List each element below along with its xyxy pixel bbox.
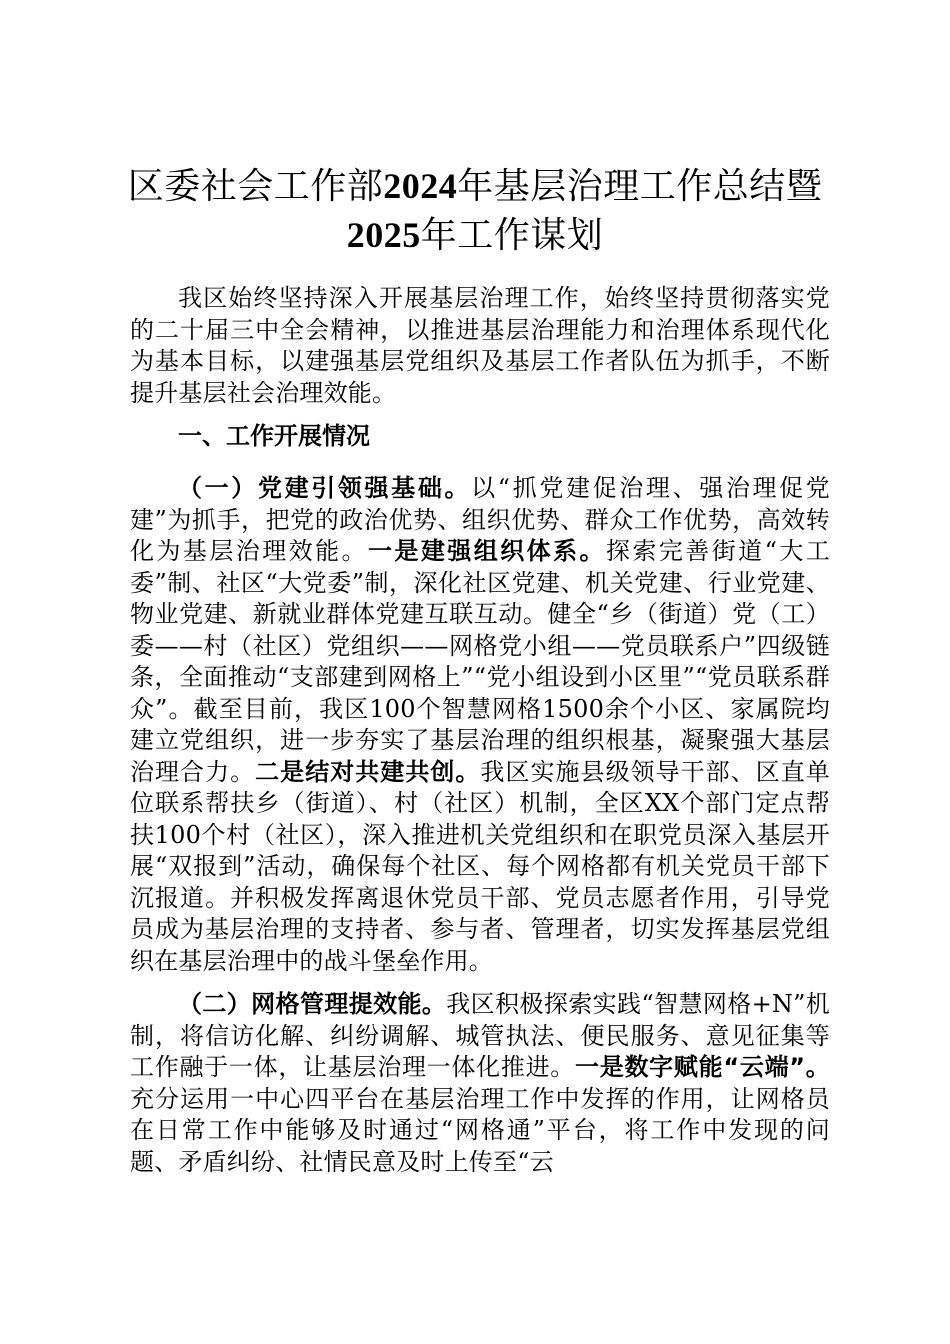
intro-paragraph: 我区始终坚持深入开展基层治理工作，始终坚持贯彻落实党的二十届三中全会精神，以推进基层治理能力和治理体系现代化为基本目标，以建强基层党组织及基层工作者队伍为抓手，不断提升基层社会治理效能。 xyxy=(130,284,830,407)
section2-sub1-text: 充分运用一中心四平台在基层治理工作中发挥的作用，让网格员在日常工作中能够及时通过“网格通”平台，将工作中发现的问题、矛盾纠纷、社情民意及时上传至“云 xyxy=(130,1084,830,1176)
section1-sub2-text: 我区实施县级领导干部、区直单位联系帮扶乡（街道）、村（社区）机制，全区XX个部门定点帮扶100个村（社区），深入推进机关党组织和在职党员深入基层开展“双报到”活动，确保每个社区、每个网格都有机关党员干部下沉报道。并积极发挥离退休党员干部、党员志愿者作用，引导党员成为基层治理的支持者、参与者、管理者，切实发挥基层党组织在基层治理中的战斗堡垒作用。 xyxy=(130,757,830,975)
section1-sub1-heading: 一是建强组织体系。 xyxy=(367,537,606,565)
title-part2: 年基层治理工作总结暨 xyxy=(457,166,823,207)
section2-heading: （二）网格管理提效能。 xyxy=(178,990,447,1018)
section2-sub1-heading: 一是数字赋能“云端”。 xyxy=(575,1053,830,1081)
title-part1: 区委社会工作部 xyxy=(127,166,384,207)
title-part3: 年工作谋划 xyxy=(420,215,604,256)
section2-paragraph xyxy=(130,989,830,1178)
section2-text1: 我区积极探索实践“智慧网格+N”机制，将信访化解、纠纷调解、城管执法、便民服务、意见征集等工作融于一体，让基层治理一体化推进。 xyxy=(130,990,830,1081)
section1-sub1-text: 探索完善街道“大工委”制、社区“大党委”制，深化社区党建、机关党建、行业党建、物业党建、新就业群体党建互联互动。健全“乡（街道）党（工）委——村（社区）党组织——网格党小组——党员联系户”四级链条，全面推动“支部建到网格上”“党小组设到小区里”“党员联系群众”。截至目前，我区100个智慧网格1500余个小区、家属院均建立党组织，进一步夯实了基层治理的组织根基，凝聚强大基层治理合力。 xyxy=(130,537,830,786)
section1-text1: 以“抓党建促治理、强治理促党建”为抓手，把党的政治优势、组织优势、群众工作优势，高效转化为基层治理效能。 xyxy=(130,474,830,565)
document-title xyxy=(100,162,850,260)
title-year1: 2024 xyxy=(383,166,458,206)
section-heading-1: 一、工作开展情况 xyxy=(178,422,370,450)
title-year2: 2025 xyxy=(346,215,421,255)
section1-paragraph xyxy=(130,473,830,977)
section1-heading: （一）党建引领强基础。 xyxy=(178,474,472,502)
section1-sub2-heading: 二是结对共建共创。 xyxy=(255,757,481,786)
